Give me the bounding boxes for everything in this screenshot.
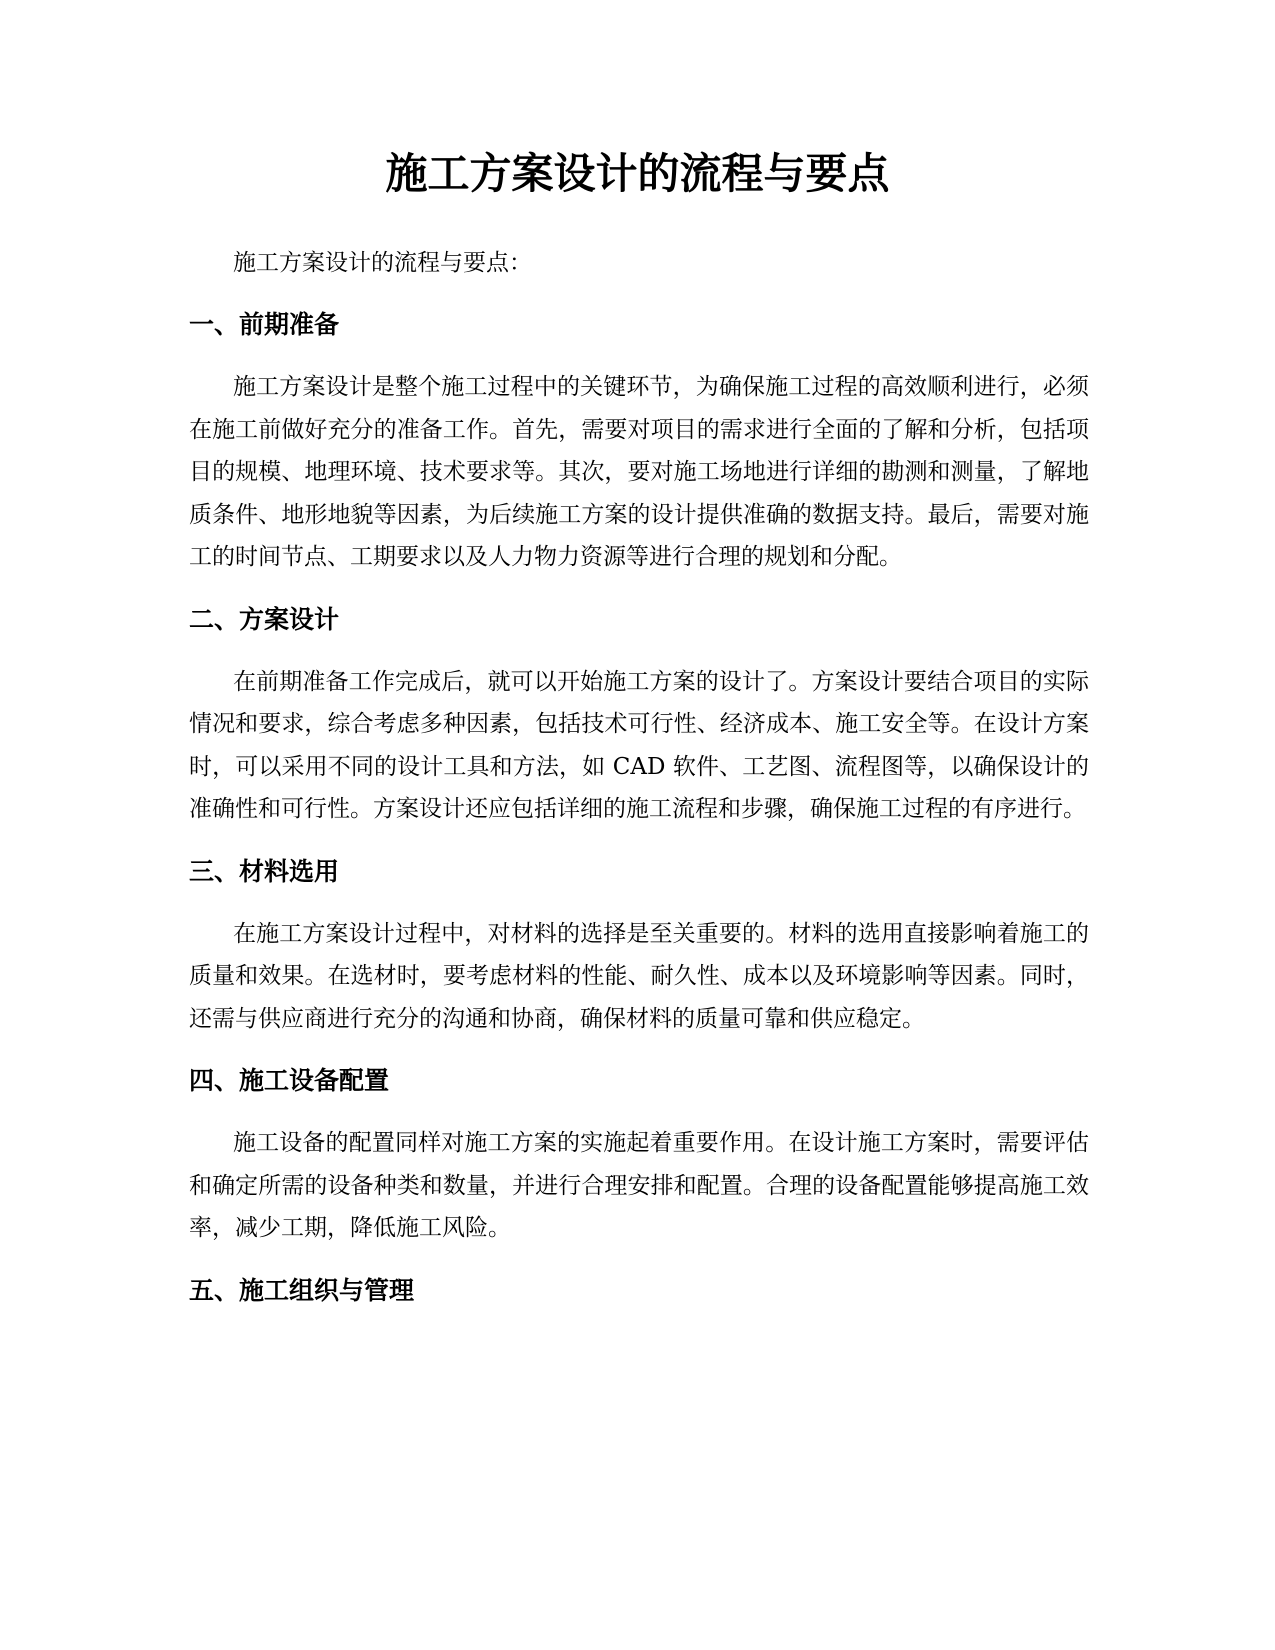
document-title: 施工方案设计的流程与要点 (385, 149, 890, 198)
section-heading: 一、前期准备 (189, 310, 340, 339)
section-heading: 三、材料选用 (189, 856, 340, 886)
section-design (189, 599, 1089, 831)
section-materials (189, 851, 1089, 1041)
intro-paragraph: 施工方案设计的流程与要点： (233, 250, 532, 276)
section-paragraph: 施工方案设计是整个施工过程中的关键环节，为确保施工过程的高效顺利进行，必须在施工前做好充分的准备工作。首先，需要对项目的需求进行全面的了解和分析，包括项目的规模、地理环境、技术要求等。其次，要对施工场地进行详细的勘测和测量，了解地质条件、地形地貌等因素，为后续施工方案的设计提供准确的数据支持。最后，需要对施工的时间节点、工期要求以及人力物力资源等进行合理的规划和分配。 (189, 374, 1089, 570)
section-equipment (189, 1060, 1089, 1250)
section-heading: 二、方案设计 (189, 604, 340, 634)
section-paragraph: 施工设备的配置同样对施工方案的实施起着重要作用。在设计施工方案时，需要评估和确定所需的设备种类和数量，并进行合理安排和配置。合理的设备配置能够提高施工效率，减少工期，降低施工风险。 (189, 1130, 1089, 1241)
section-heading: 四、施工设备配置 (189, 1066, 390, 1095)
section-paragraph: 在施工方案设计过程中，对材料的选择是至关重要的。材料的选用直接影响着施工的质量和效果。在选材时，要考虑材料的性能、耐久性、成本以及环境影响等因素。同时，还需与供应商进行充分的沟通和协商，确保材料的质量可靠和供应稳定。 (189, 920, 1089, 1032)
document-body (189, 242, 1089, 1332)
section-paragraph: 在前期准备工作完成后，就可以开始施工方案的设计了。方案设计要结合项目的实际情况和要求，综合考虑多种因素，包括技术可行性、经济成本、施工安全等。在设计方案时，可以采用不同的设计工具和方法，如 CAD 软件、工艺图、流程图等，以确保设计的准确性和可行性。方案设计还应包括详细的施工流程和步骤，确保施工过程的有序进行。 (189, 668, 1089, 822)
section-heading: 五、施工组织与管理 (189, 1275, 415, 1305)
section-preparation (189, 304, 1089, 579)
section-organization (189, 1270, 1089, 1312)
